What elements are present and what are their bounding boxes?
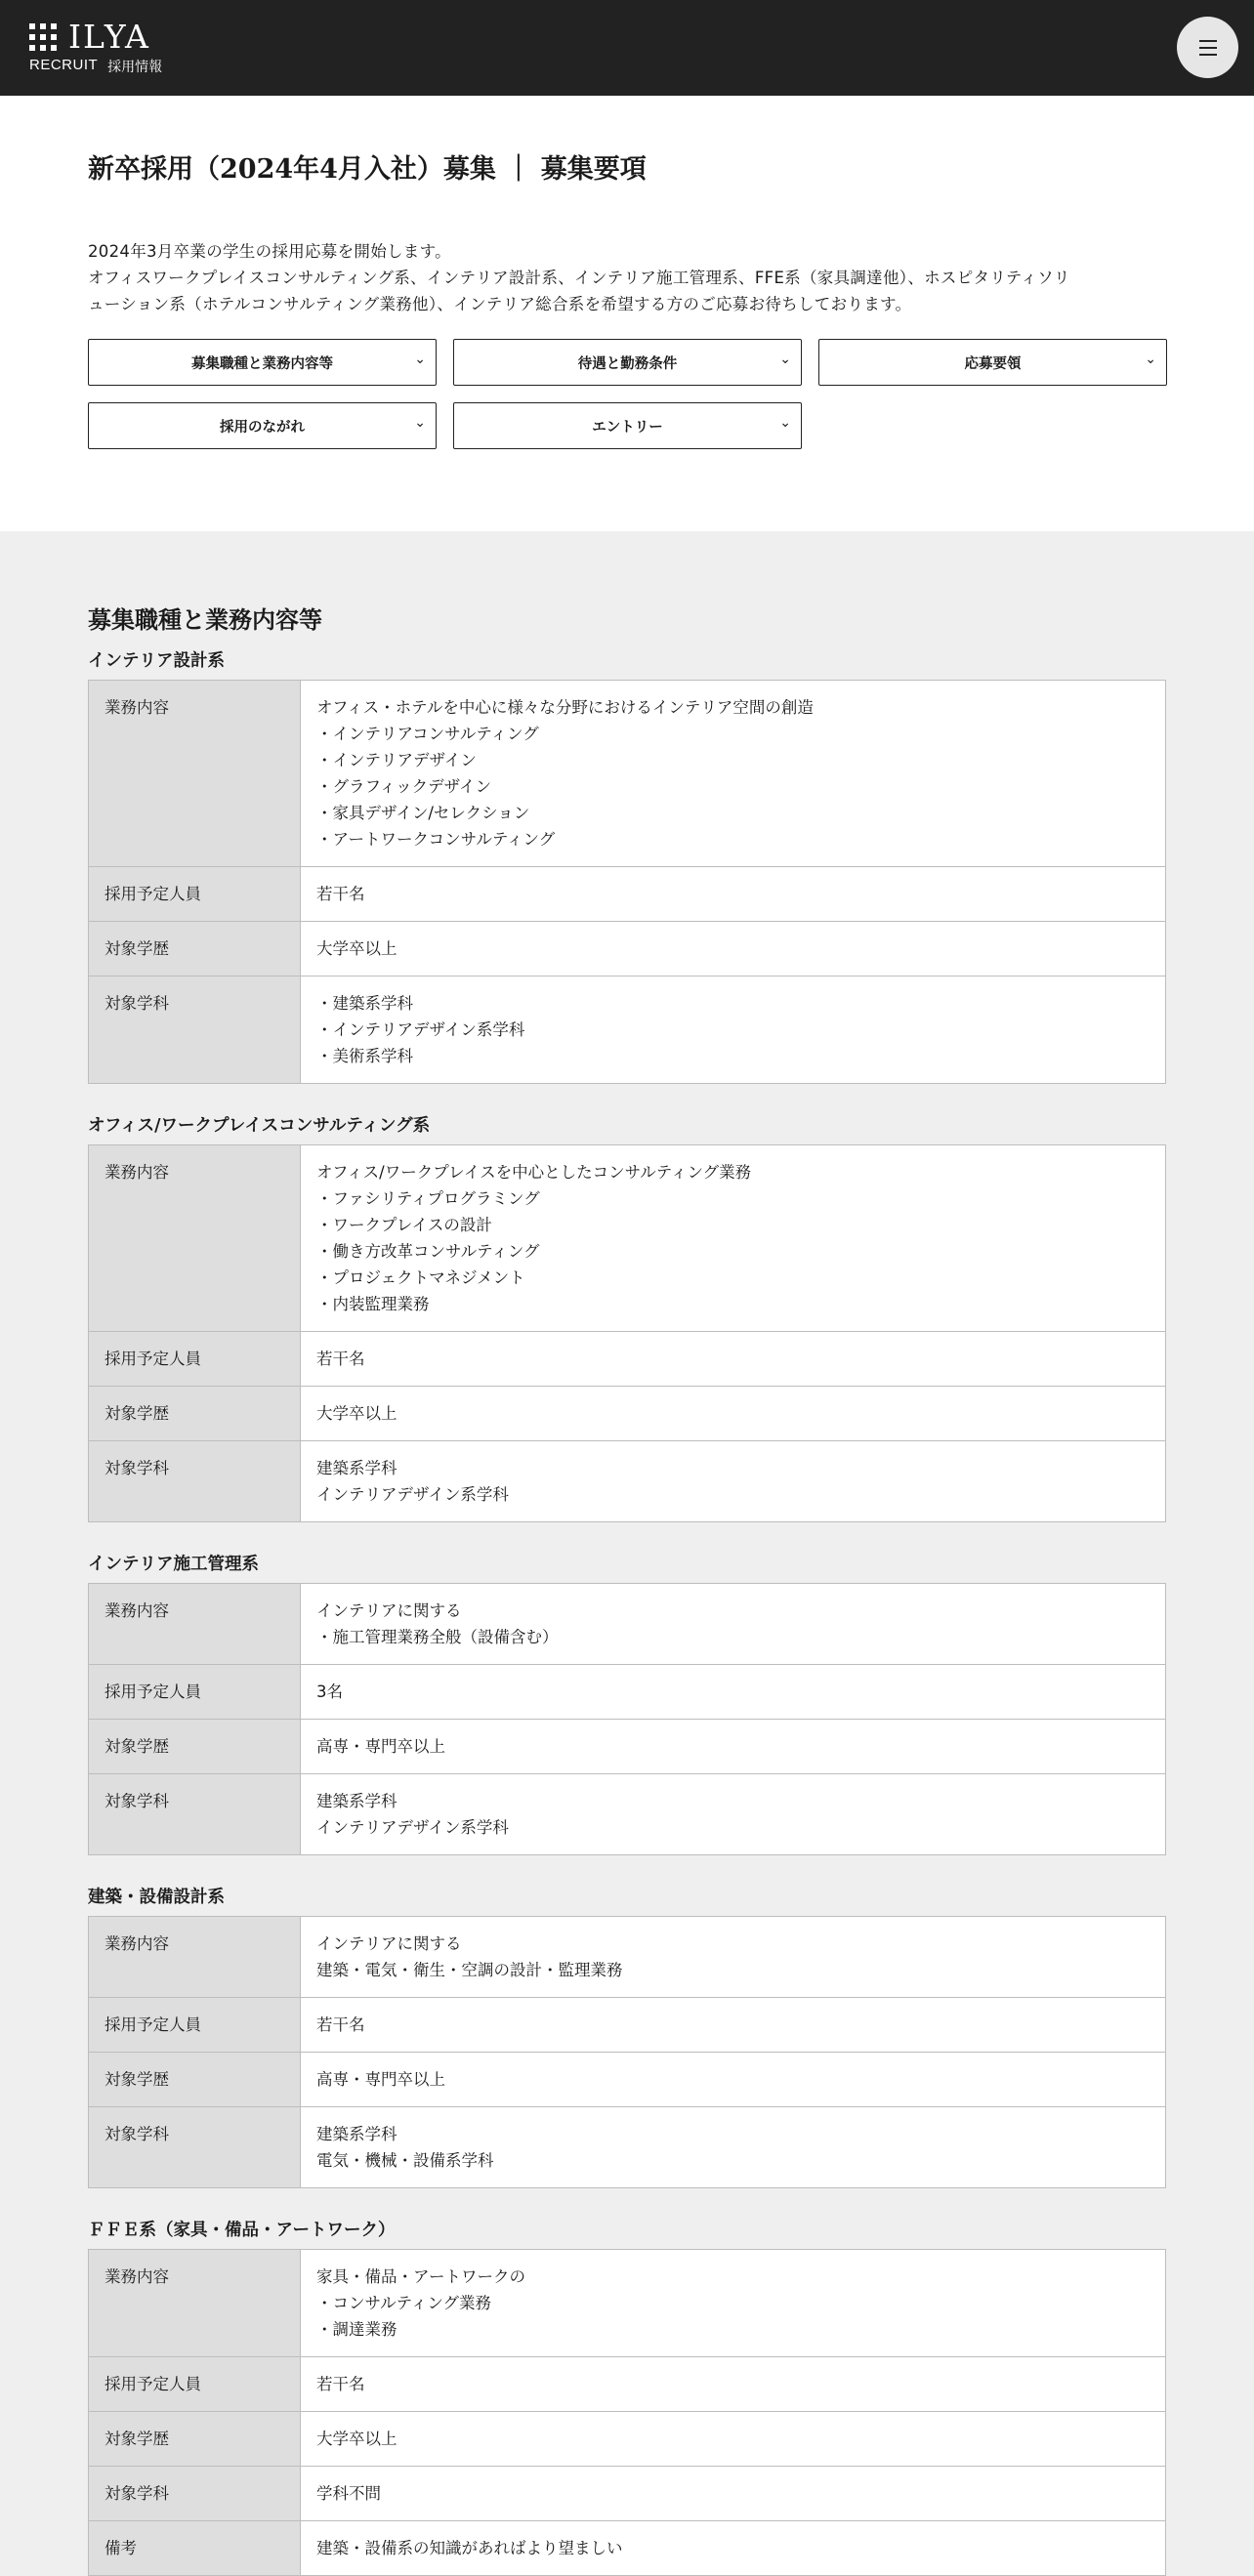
chevron-down-icon: ⌄ — [414, 352, 426, 367]
row-value — [301, 2053, 1166, 2107]
value-line: 高専・専門卒以上 — [316, 2070, 445, 2089]
row-value — [301, 1584, 1166, 1665]
nav-button-application[interactable] — [818, 339, 1167, 386]
row-label: 採用予定人員 — [89, 1998, 301, 2053]
row-value — [301, 1998, 1166, 2053]
row-value — [301, 2412, 1166, 2467]
value-line: ・家具デザイン/セレクション — [316, 804, 530, 822]
value-line: オフィス/ワークプレイスを中心としたコンサルティング業務 — [316, 1163, 752, 1182]
row-value — [301, 1720, 1166, 1774]
position-groups — [88, 648, 1166, 2576]
intro-section — [0, 96, 1254, 531]
requirements-table — [88, 680, 1166, 1084]
value-line: 建築・設備系の知識があればより望ましい — [316, 2539, 623, 2557]
logo-subtitle: 採用情報 — [107, 60, 163, 75]
requirements-table — [88, 1916, 1166, 2188]
table-row — [89, 1774, 1166, 1855]
value-line: インテリアデザイン系学科 — [316, 1818, 509, 1837]
value-line: インテリアに関する — [316, 1934, 462, 1953]
row-label: 対象学科 — [89, 2467, 301, 2521]
row-label: 対象学歴 — [89, 2053, 301, 2107]
page-title: 新卒採用（2024年4月入社）募集 ｜ 募集要項 — [88, 154, 647, 185]
position-group-title: 建築・設備設計系 — [88, 1888, 225, 1907]
value-line: 3名 — [316, 1683, 343, 1701]
value-line: 建築系学科 — [316, 1792, 397, 1810]
value-line: ・美術系学科 — [316, 1047, 413, 1065]
row-label: 業務内容 — [89, 1145, 301, 1332]
value-line: ・インテリアコンサルティング — [316, 725, 539, 743]
row-value — [301, 2107, 1166, 2188]
value-line: 大学卒以上 — [316, 939, 397, 958]
row-value — [301, 1332, 1166, 1387]
nav-button-positions[interactable] — [88, 339, 437, 386]
position-group-title: インテリア設計系 — [88, 651, 225, 671]
nav-button-conditions[interactable] — [453, 339, 802, 386]
value-line: ・グラフィックデザイン — [316, 777, 492, 796]
table-row — [89, 1584, 1166, 1665]
table-row — [89, 2357, 1166, 2412]
position-group-title: インテリア施工管理系 — [88, 1555, 259, 1574]
nav-label: 募集職種と業務内容等 — [191, 355, 333, 372]
row-value — [301, 2250, 1166, 2357]
value-line: 大学卒以上 — [316, 1404, 397, 1423]
value-line: 家具・備品・アートワークの — [316, 2267, 526, 2286]
table-row — [89, 1145, 1166, 1332]
row-label: 採用予定人員 — [89, 1332, 301, 1387]
table-row — [89, 2053, 1166, 2107]
table-row — [89, 1387, 1166, 1441]
value-line: 建築・電気・衛生・空調の設計・監理業務 — [316, 1961, 623, 1979]
requirements-table — [88, 1583, 1166, 1855]
table-row — [89, 1917, 1166, 1998]
value-line: 建築系学科 — [316, 2125, 397, 2143]
row-value — [301, 681, 1166, 867]
table-row — [89, 922, 1166, 976]
nav-label: 応募要領 — [964, 355, 1022, 372]
hamburger-icon-bar — [1199, 47, 1217, 49]
logo-word: ILYA — [68, 18, 150, 56]
table-row — [89, 2521, 1166, 2576]
table-row — [89, 681, 1166, 867]
table-row — [89, 1998, 1166, 2053]
row-value — [301, 976, 1166, 1084]
nav-label: エントリー — [592, 419, 663, 436]
value-line: ・調達業務 — [316, 2320, 397, 2339]
value-line: ・インテリアデザイン系学科 — [316, 1020, 525, 1039]
row-label: 対象学歴 — [89, 1387, 301, 1441]
nav-label: 待遇と勤務条件 — [577, 355, 678, 372]
row-label: 採用予定人員 — [89, 1665, 301, 1720]
hamburger-icon — [1199, 40, 1217, 42]
table-row — [89, 2107, 1166, 2188]
row-label: 対象学歴 — [89, 922, 301, 976]
row-label: 採用予定人員 — [89, 2357, 301, 2412]
value-line: ・ファシリティプログラミング — [316, 1189, 540, 1208]
anchor-nav — [88, 339, 1166, 449]
value-line: 若干名 — [316, 2015, 365, 2034]
row-value — [301, 1441, 1166, 1522]
table-row — [89, 976, 1166, 1084]
intro-text — [88, 238, 1166, 317]
intro-line: オフィスワークプレイスコンサルティング系、インテリア設計系、インテリア施工管理系、FFE系（家具調達他）、ホスピタリティソリ — [88, 269, 1070, 287]
hamburger-icon-bar — [1199, 54, 1217, 56]
row-label: 業務内容 — [89, 681, 301, 867]
row-label: 備考 — [89, 2521, 301, 2576]
row-label: 対象学科 — [89, 2107, 301, 2188]
value-line: ・プロジェクトマネジメント — [316, 1268, 525, 1287]
table-row — [89, 2412, 1166, 2467]
row-label: 対象学歴 — [89, 1720, 301, 1774]
positions-section — [0, 531, 1254, 2576]
site-header — [0, 0, 1254, 96]
row-value — [301, 2521, 1166, 2576]
menu-button[interactable] — [1177, 17, 1238, 78]
row-value — [301, 1387, 1166, 1441]
position-group-title: オフィス/ワークプレイスコンサルティング系 — [88, 1116, 431, 1136]
table-row — [89, 2250, 1166, 2357]
intro-line: ューション系（ホテルコンサルティング業務他）、インテリア総合系を希望する方のご応募お待ちしております。 — [88, 295, 912, 313]
requirements-table — [88, 2249, 1166, 2576]
table-row — [89, 1665, 1166, 1720]
value-line: 大学卒以上 — [316, 2430, 397, 2448]
row-label: 業務内容 — [89, 1584, 301, 1665]
table-row — [89, 1720, 1166, 1774]
row-value — [301, 922, 1166, 976]
logo-dots-icon — [29, 23, 57, 51]
row-value — [301, 1665, 1166, 1720]
row-label: 採用予定人員 — [89, 867, 301, 922]
table-row — [89, 1441, 1166, 1522]
chevron-down-icon: ⌄ — [779, 352, 791, 367]
table-row — [89, 1332, 1166, 1387]
requirements-table — [88, 1144, 1166, 1522]
row-label: 対象学科 — [89, 976, 301, 1084]
value-line: ・建築系学科 — [316, 994, 413, 1013]
chevron-down-icon: ⌄ — [779, 415, 791, 431]
row-value — [301, 867, 1166, 922]
nav-button-flow[interactable] — [88, 402, 437, 449]
value-line: ・コンサルティング業務 — [316, 2294, 492, 2312]
value-line: ・インテリアデザイン — [316, 751, 477, 769]
section-title: 募集職種と業務内容等 — [88, 606, 322, 634]
logo-recruit-text: RECRUIT — [29, 57, 99, 73]
value-line: 若干名 — [316, 1350, 365, 1368]
chevron-down-icon: ⌄ — [1145, 352, 1156, 367]
position-group-title: ＦＦＥ系（家具・備品・アートワーク） — [88, 2221, 396, 2240]
value-line: ・ワークプレイスの設計 — [316, 1216, 492, 1234]
row-label: 業務内容 — [89, 2250, 301, 2357]
row-value — [301, 1917, 1166, 1998]
value-line: 電気・機械・設備系学科 — [316, 2151, 494, 2170]
row-value — [301, 2357, 1166, 2412]
value-line: 建築系学科 — [316, 1459, 397, 1477]
row-value — [301, 1145, 1166, 1332]
value-line: ・働き方改革コンサルティング — [316, 1242, 540, 1261]
table-row — [89, 2467, 1166, 2521]
nav-button-entry[interactable] — [453, 402, 802, 449]
value-line: 若干名 — [316, 2375, 365, 2393]
row-value — [301, 1774, 1166, 1855]
row-value — [301, 2467, 1166, 2521]
row-label: 対象学歴 — [89, 2412, 301, 2467]
value-line: インテリアデザイン系学科 — [316, 1485, 509, 1504]
chevron-down-icon: ⌄ — [414, 415, 426, 431]
value-line: 若干名 — [316, 885, 365, 903]
row-label: 対象学科 — [89, 1774, 301, 1855]
nav-label: 採用のながれ — [220, 419, 305, 436]
value-line: 学科不問 — [316, 2484, 381, 2503]
table-row — [89, 867, 1166, 922]
row-label: 対象学科 — [89, 1441, 301, 1522]
intro-line: 2024年3月卒業の学生の採用応募を開始します。 — [88, 242, 451, 261]
value-line: ・アートワークコンサルティング — [316, 830, 556, 849]
value-line: 高専・専門卒以上 — [316, 1737, 445, 1756]
row-label: 業務内容 — [89, 1917, 301, 1998]
value-line: オフィス・ホテルを中心に様々な分野におけるインテリア空間の創造 — [316, 698, 814, 717]
ilya-recruit-logo[interactable] — [29, 20, 162, 76]
value-line: ・内装監理業務 — [316, 1295, 430, 1313]
value-line: インテリアに関する — [316, 1601, 462, 1620]
value-line: ・施工管理業務全般（設備含む） — [316, 1628, 559, 1646]
